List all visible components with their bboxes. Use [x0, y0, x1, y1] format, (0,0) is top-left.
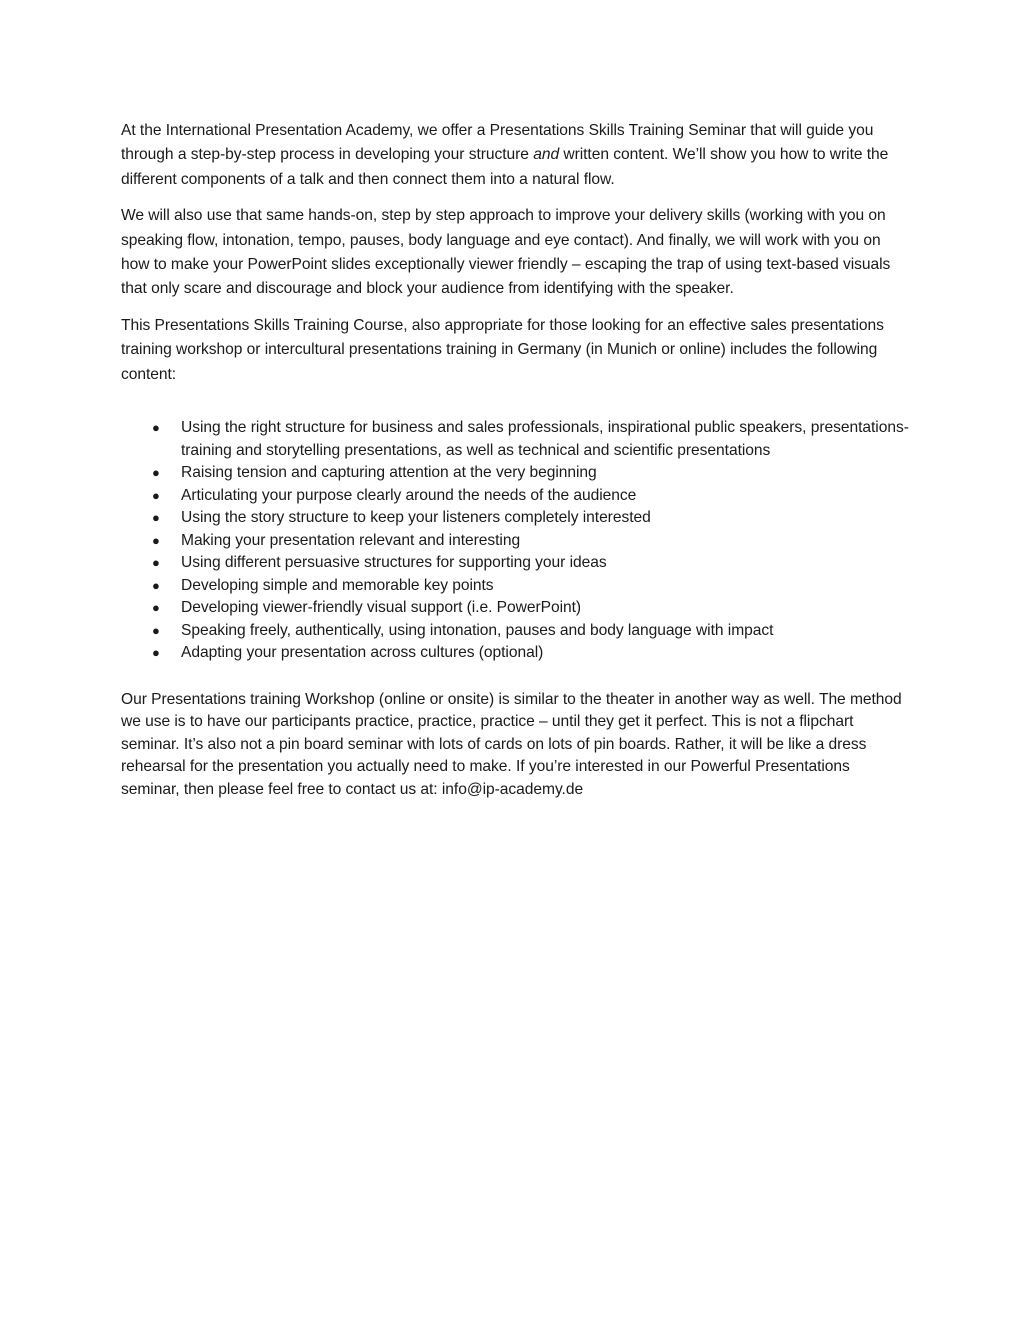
bullet-icon: ●: [152, 420, 160, 436]
list-item-text: Speaking freely, authentically, using intonation, pauses and body language with impact: [181, 621, 774, 639]
bullet-icon: ●: [152, 465, 160, 481]
list-item: [121, 507, 911, 530]
list-item-text: Using the story structure to keep your listeners completely interested: [181, 509, 651, 527]
bullet-icon: ●: [152, 645, 160, 661]
intro-text-start: At the International Presentation Academy, we offer a Presentations Skills Training Seminar that will guide you through a step-by-step process in developing your structure: [121, 122, 874, 164]
intro-paragraph: [121, 119, 911, 192]
list-item: [121, 462, 911, 485]
list-item-text: Articulating your purpose clearly around the needs of the audience: [181, 486, 637, 504]
bullet-icon: ●: [152, 487, 160, 503]
list-item-text: Adapting your presentation across cultures (optional): [181, 644, 544, 662]
list-item: [121, 575, 911, 598]
list-item: [121, 642, 911, 665]
closing-paragraph: Our Presentations training Workshop (online or onsite) is similar to the theater in another way as well. The method we use is to have our participants practice, practice, practice – until they get it perfect. This is not a flipchart seminar. It’s also not a pin board seminar with lots of cards on lots of pin boards. Rather, it will be like a dress rehearsal for the presentation you actually need to make. If you’re interested in our Powerful Presentations seminar, then please feel free to contact us at: info@ip-academy.de: [121, 690, 902, 798]
content-list: [121, 417, 911, 665]
bullet-icon: ●: [152, 532, 160, 548]
list-item: [121, 485, 911, 508]
intro-text-end: written content. We’ll show you how to write the different components of a talk and then connect them into a natural flow.: [121, 146, 889, 188]
list-item-text: Making your presentation relevant and interesting: [181, 531, 521, 549]
bullet-icon: ●: [152, 622, 160, 638]
list-item-text: Developing simple and memorable key points: [181, 576, 494, 594]
list-item: [121, 620, 911, 643]
bullet-icon: ●: [152, 555, 160, 571]
intro-emphasis: and: [533, 146, 560, 164]
bullet-icon: ●: [152, 600, 160, 616]
list-item-text: Using different persuasive structures for supporting your ideas: [181, 554, 607, 572]
page-content: [121, 119, 911, 801]
bullet-icon: ●: [152, 510, 160, 526]
list-item-text: Developing viewer-friendly visual support (i.e. PowerPoint): [181, 599, 582, 617]
list-item: [121, 417, 911, 462]
bullet-icon: ●: [152, 577, 160, 593]
course-paragraph: This Presentations Skills Training Course, also appropriate for those looking for an effective sales presentations training workshop or intercultural presentations training in Germany (in Munich or online) includes the following content:: [121, 316, 884, 383]
list-item-text: Raising tension and capturing attention at the very beginning: [181, 464, 597, 482]
list-item: [121, 530, 911, 553]
list-item: [121, 597, 911, 620]
list-item-text: Using the right structure for business and sales professionals, inspirational public speakers, presentations- training and storytelling presentations, as well as technical and scientific presentations: [181, 419, 909, 459]
delivery-paragraph: We will also use that same hands-on, step by step approach to improve your delivery skills (working with you on speaking flow, intonation, tempo, pauses, body language and eye contact). And finally, we will work with you on how to make your PowerPoint slides exceptionally viewer friendly – escaping the trap of using text-based visuals that only scare and discourage and block your audience from identifying with the speaker.: [121, 207, 891, 298]
list-item: [121, 552, 911, 575]
